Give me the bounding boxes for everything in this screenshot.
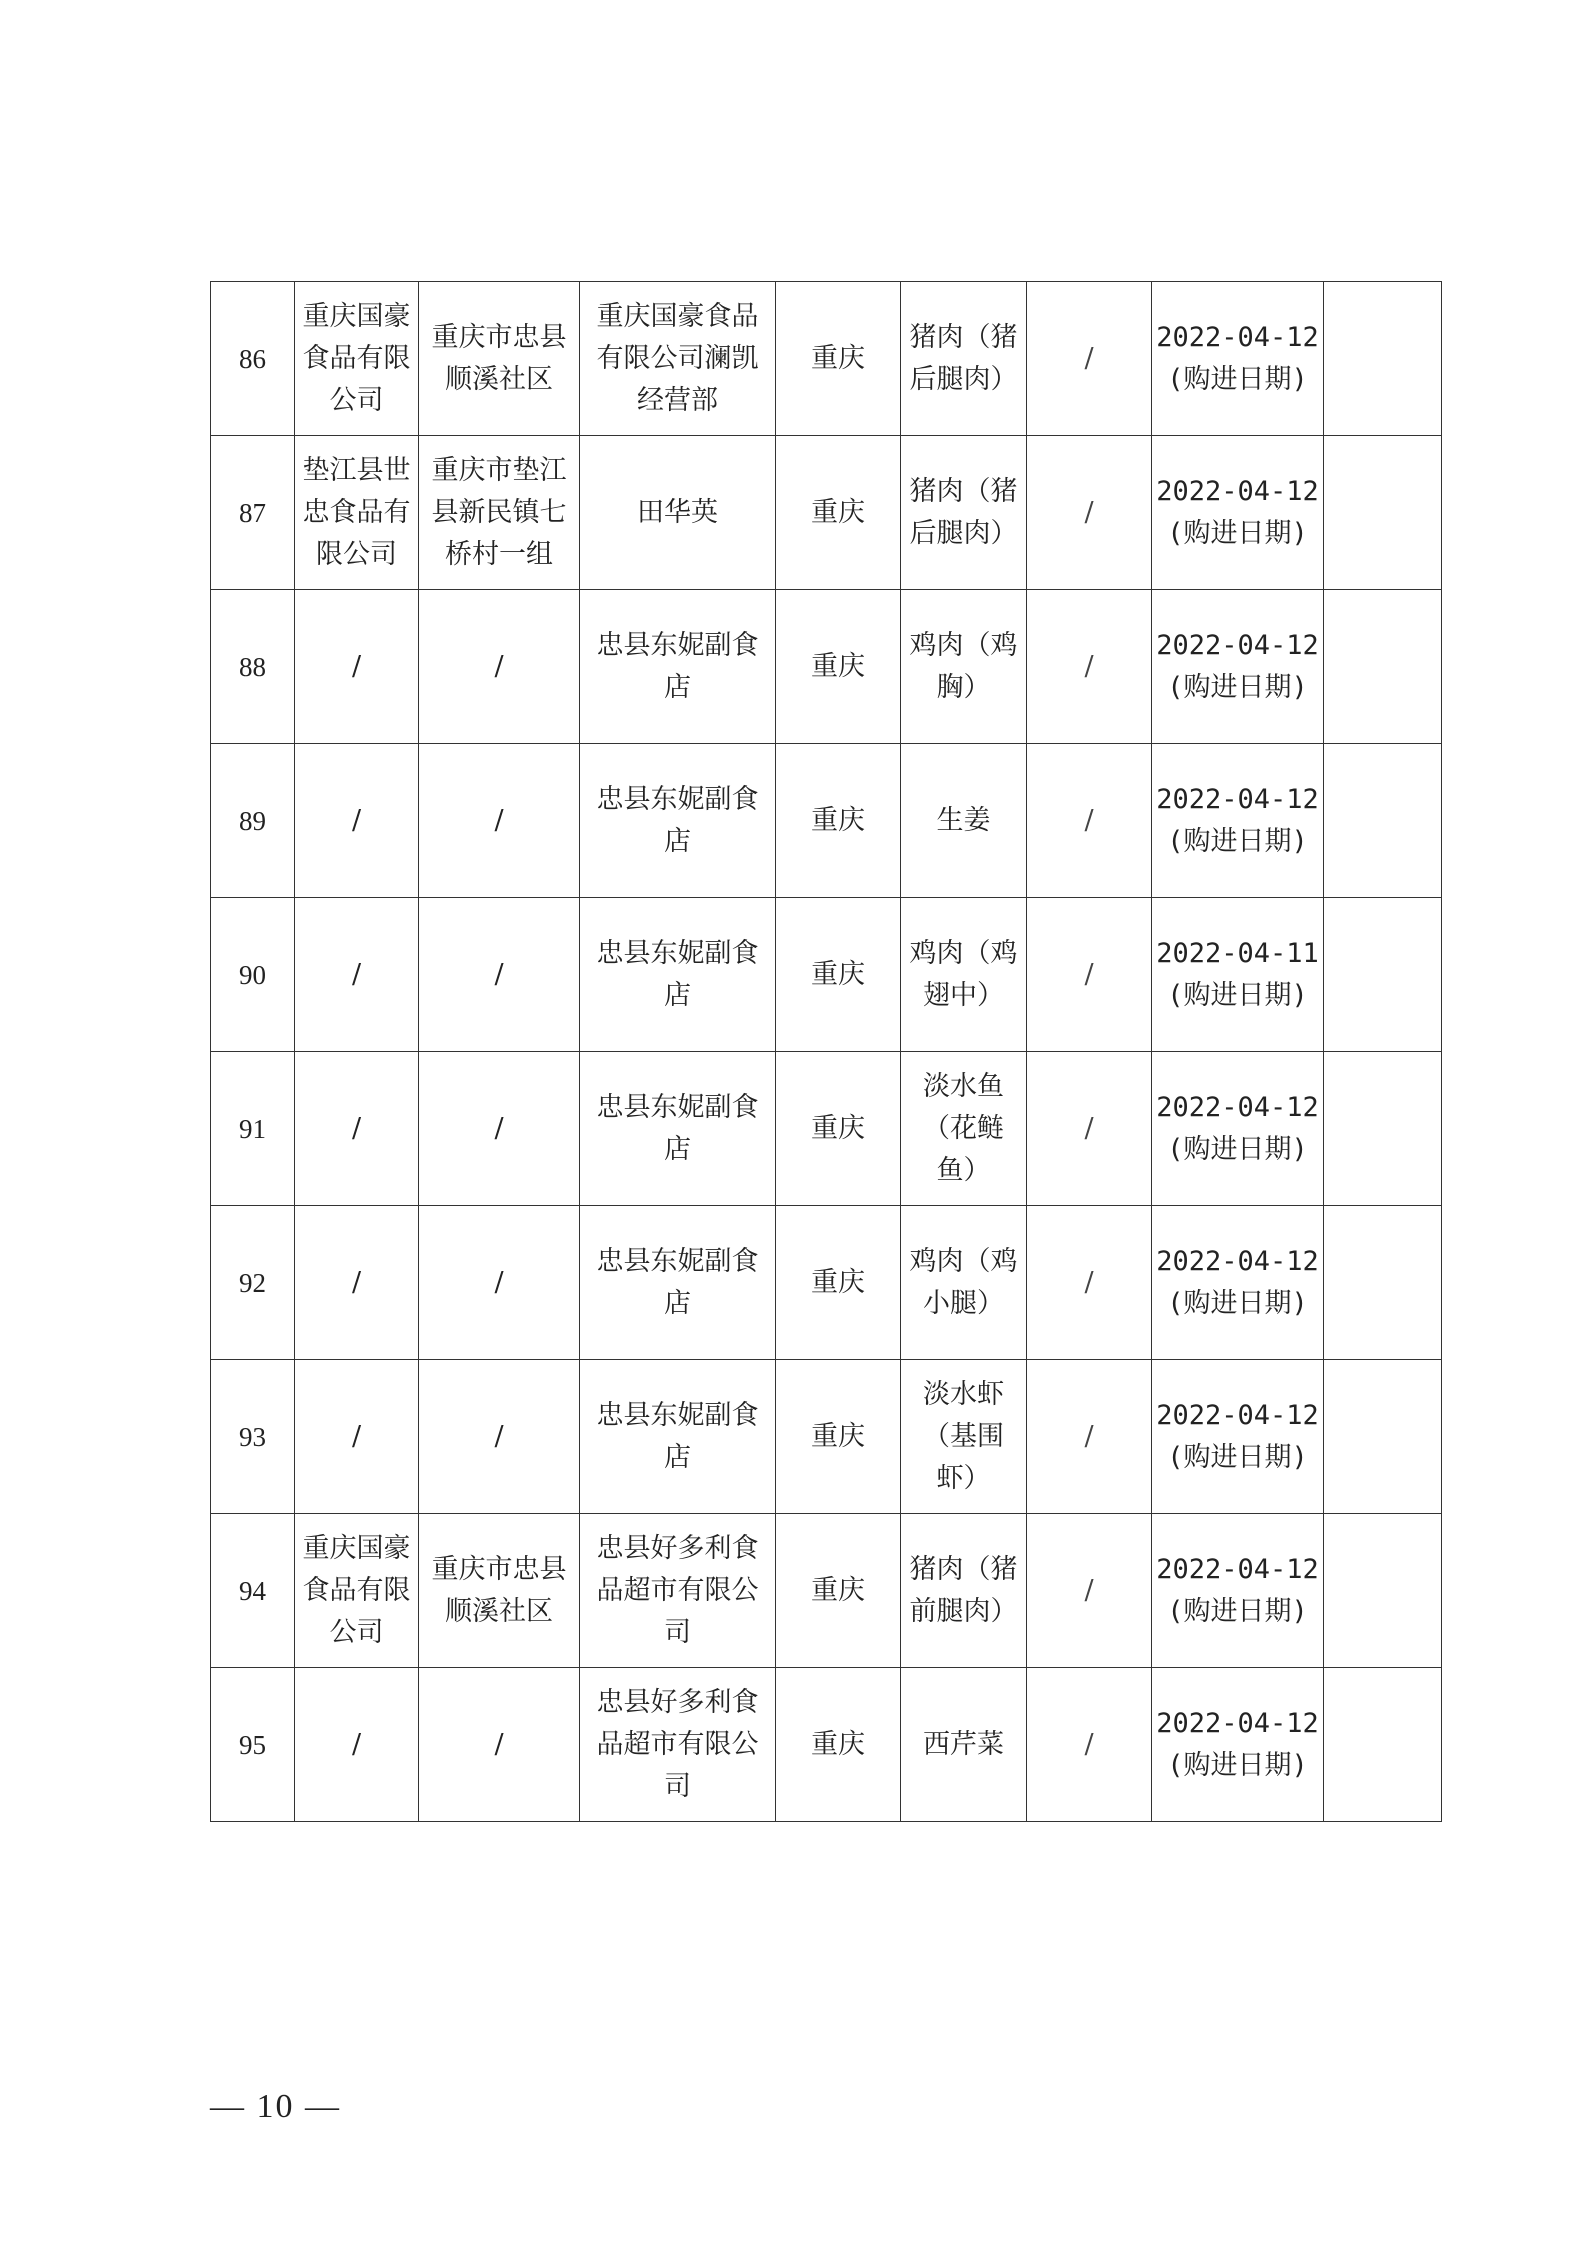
cell-food-name: 生姜: [901, 744, 1027, 898]
cell-number: 88: [211, 590, 295, 744]
date-value: 2022-04-12: [1156, 629, 1319, 661]
cell-manufacturer: /: [295, 898, 419, 1052]
date-type: (购进日期): [1167, 825, 1308, 857]
cell-date: [1152, 1052, 1324, 1206]
cell-manufacturer-address: /: [419, 744, 580, 898]
cell-sampled-unit: 忠县好多利食品超市有限公司: [580, 1668, 776, 1822]
cell-food-name: 淡水虾（基围虾）: [901, 1360, 1027, 1514]
cell-manufacturer: 重庆国豪食品有限公司: [295, 1514, 419, 1668]
cell-remarks: [1324, 744, 1442, 898]
cell-manufacturer-address: /: [419, 1360, 580, 1514]
date-value: 2022-04-11: [1156, 937, 1319, 969]
cell-date: [1152, 590, 1324, 744]
cell-sampled-unit: 忠县东妮副食店: [580, 1360, 776, 1514]
cell-remarks: [1324, 1360, 1442, 1514]
cell-specification: /: [1027, 1206, 1152, 1360]
table-body: [211, 282, 1442, 1822]
date-value: 2022-04-12: [1156, 1399, 1319, 1431]
cell-specification: /: [1027, 1668, 1152, 1822]
sampling-table: [210, 281, 1442, 1822]
table-row: [211, 282, 1442, 436]
date-value: 2022-04-12: [1156, 1245, 1319, 1277]
cell-manufacturer: /: [295, 744, 419, 898]
date-type: (购进日期): [1167, 671, 1308, 703]
date-type: (购进日期): [1167, 1749, 1308, 1781]
date-value: 2022-04-12: [1156, 783, 1319, 815]
cell-number: 89: [211, 744, 295, 898]
cell-manufacturer-address: /: [419, 1206, 580, 1360]
cell-specification: /: [1027, 1514, 1152, 1668]
cell-remarks: [1324, 1052, 1442, 1206]
cell-number: 93: [211, 1360, 295, 1514]
cell-food-name: 猪肉（猪后腿肉）: [901, 436, 1027, 590]
page-number: — 10 —: [210, 2088, 341, 2125]
cell-manufacturer: /: [295, 1668, 419, 1822]
cell-province: 重庆: [776, 1052, 901, 1206]
cell-province: 重庆: [776, 1360, 901, 1514]
date-type: (购进日期): [1167, 1287, 1308, 1319]
date-value: 2022-04-12: [1156, 321, 1319, 353]
date-type: (购进日期): [1167, 363, 1308, 395]
cell-date: [1152, 1668, 1324, 1822]
cell-manufacturer: /: [295, 1360, 419, 1514]
cell-sampled-unit: 忠县东妮副食店: [580, 590, 776, 744]
table-row: [211, 1514, 1442, 1668]
cell-province: 重庆: [776, 1668, 901, 1822]
cell-manufacturer-address: /: [419, 898, 580, 1052]
cell-sampled-unit: 忠县东妮副食店: [580, 744, 776, 898]
cell-food-name: 猪肉（猪后腿肉）: [901, 282, 1027, 436]
cell-remarks: [1324, 436, 1442, 590]
cell-food-name: 鸡肉（鸡小腿）: [901, 1206, 1027, 1360]
cell-date: [1152, 1360, 1324, 1514]
cell-province: 重庆: [776, 436, 901, 590]
date-value: 2022-04-12: [1156, 1553, 1319, 1585]
table-row: [211, 744, 1442, 898]
cell-manufacturer-address: /: [419, 1668, 580, 1822]
cell-date: [1152, 1206, 1324, 1360]
cell-remarks: [1324, 1206, 1442, 1360]
cell-date: [1152, 744, 1324, 898]
cell-remarks: [1324, 1514, 1442, 1668]
cell-remarks: [1324, 590, 1442, 744]
table-row: [211, 436, 1442, 590]
cell-number: 95: [211, 1668, 295, 1822]
cell-number: 94: [211, 1514, 295, 1668]
date-type: (购进日期): [1167, 1441, 1308, 1473]
cell-sampled-unit: 忠县东妮副食店: [580, 1206, 776, 1360]
cell-number: 91: [211, 1052, 295, 1206]
cell-food-name: 鸡肉（鸡翅中）: [901, 898, 1027, 1052]
date-type: (购进日期): [1167, 1595, 1308, 1627]
cell-sampled-unit: 忠县东妮副食店: [580, 898, 776, 1052]
cell-sampled-unit: 重庆国豪食品有限公司澜凯经营部: [580, 282, 776, 436]
table-row: [211, 898, 1442, 1052]
cell-province: 重庆: [776, 898, 901, 1052]
cell-number: 92: [211, 1206, 295, 1360]
date-type: (购进日期): [1167, 979, 1308, 1011]
cell-manufacturer-address: 重庆市垫江县新民镇七桥村一组: [419, 436, 580, 590]
cell-sampled-unit: 忠县好多利食品超市有限公司: [580, 1514, 776, 1668]
cell-remarks: [1324, 282, 1442, 436]
cell-number: 86: [211, 282, 295, 436]
cell-date: [1152, 282, 1324, 436]
cell-province: 重庆: [776, 590, 901, 744]
date-value: 2022-04-12: [1156, 475, 1319, 507]
cell-manufacturer-address: 重庆市忠县顺溪社区: [419, 282, 580, 436]
table-row: [211, 1052, 1442, 1206]
cell-specification: /: [1027, 282, 1152, 436]
date-type: (购进日期): [1167, 1133, 1308, 1165]
cell-specification: /: [1027, 1360, 1152, 1514]
table-row: [211, 1206, 1442, 1360]
cell-specification: /: [1027, 436, 1152, 590]
cell-date: [1152, 898, 1324, 1052]
cell-number: 87: [211, 436, 295, 590]
cell-food-name: 猪肉（猪前腿肉）: [901, 1514, 1027, 1668]
cell-manufacturer: 垫江县世忠食品有限公司: [295, 436, 419, 590]
cell-manufacturer: /: [295, 590, 419, 744]
cell-date: [1152, 1514, 1324, 1668]
cell-sampled-unit: 田华英: [580, 436, 776, 590]
cell-food-name: 淡水鱼（花鲢鱼）: [901, 1052, 1027, 1206]
cell-specification: /: [1027, 898, 1152, 1052]
table-row: [211, 1668, 1442, 1822]
cell-food-name: 西芹菜: [901, 1668, 1027, 1822]
cell-specification: /: [1027, 1052, 1152, 1206]
cell-manufacturer-address: 重庆市忠县顺溪社区: [419, 1514, 580, 1668]
date-value: 2022-04-12: [1156, 1091, 1319, 1123]
cell-province: 重庆: [776, 1514, 901, 1668]
cell-remarks: [1324, 1668, 1442, 1822]
cell-remarks: [1324, 898, 1442, 1052]
cell-number: 90: [211, 898, 295, 1052]
cell-manufacturer-address: /: [419, 590, 580, 744]
cell-food-name: 鸡肉（鸡胸）: [901, 590, 1027, 744]
cell-specification: /: [1027, 590, 1152, 744]
date-type: (购进日期): [1167, 517, 1308, 549]
table-row: [211, 590, 1442, 744]
table-row: [211, 1360, 1442, 1514]
cell-manufacturer: /: [295, 1052, 419, 1206]
cell-manufacturer: /: [295, 1206, 419, 1360]
cell-specification: /: [1027, 744, 1152, 898]
cell-province: 重庆: [776, 1206, 901, 1360]
cell-manufacturer-address: /: [419, 1052, 580, 1206]
cell-date: [1152, 436, 1324, 590]
cell-sampled-unit: 忠县东妮副食店: [580, 1052, 776, 1206]
cell-province: 重庆: [776, 744, 901, 898]
cell-manufacturer: 重庆国豪食品有限公司: [295, 282, 419, 436]
cell-province: 重庆: [776, 282, 901, 436]
date-value: 2022-04-12: [1156, 1707, 1319, 1739]
